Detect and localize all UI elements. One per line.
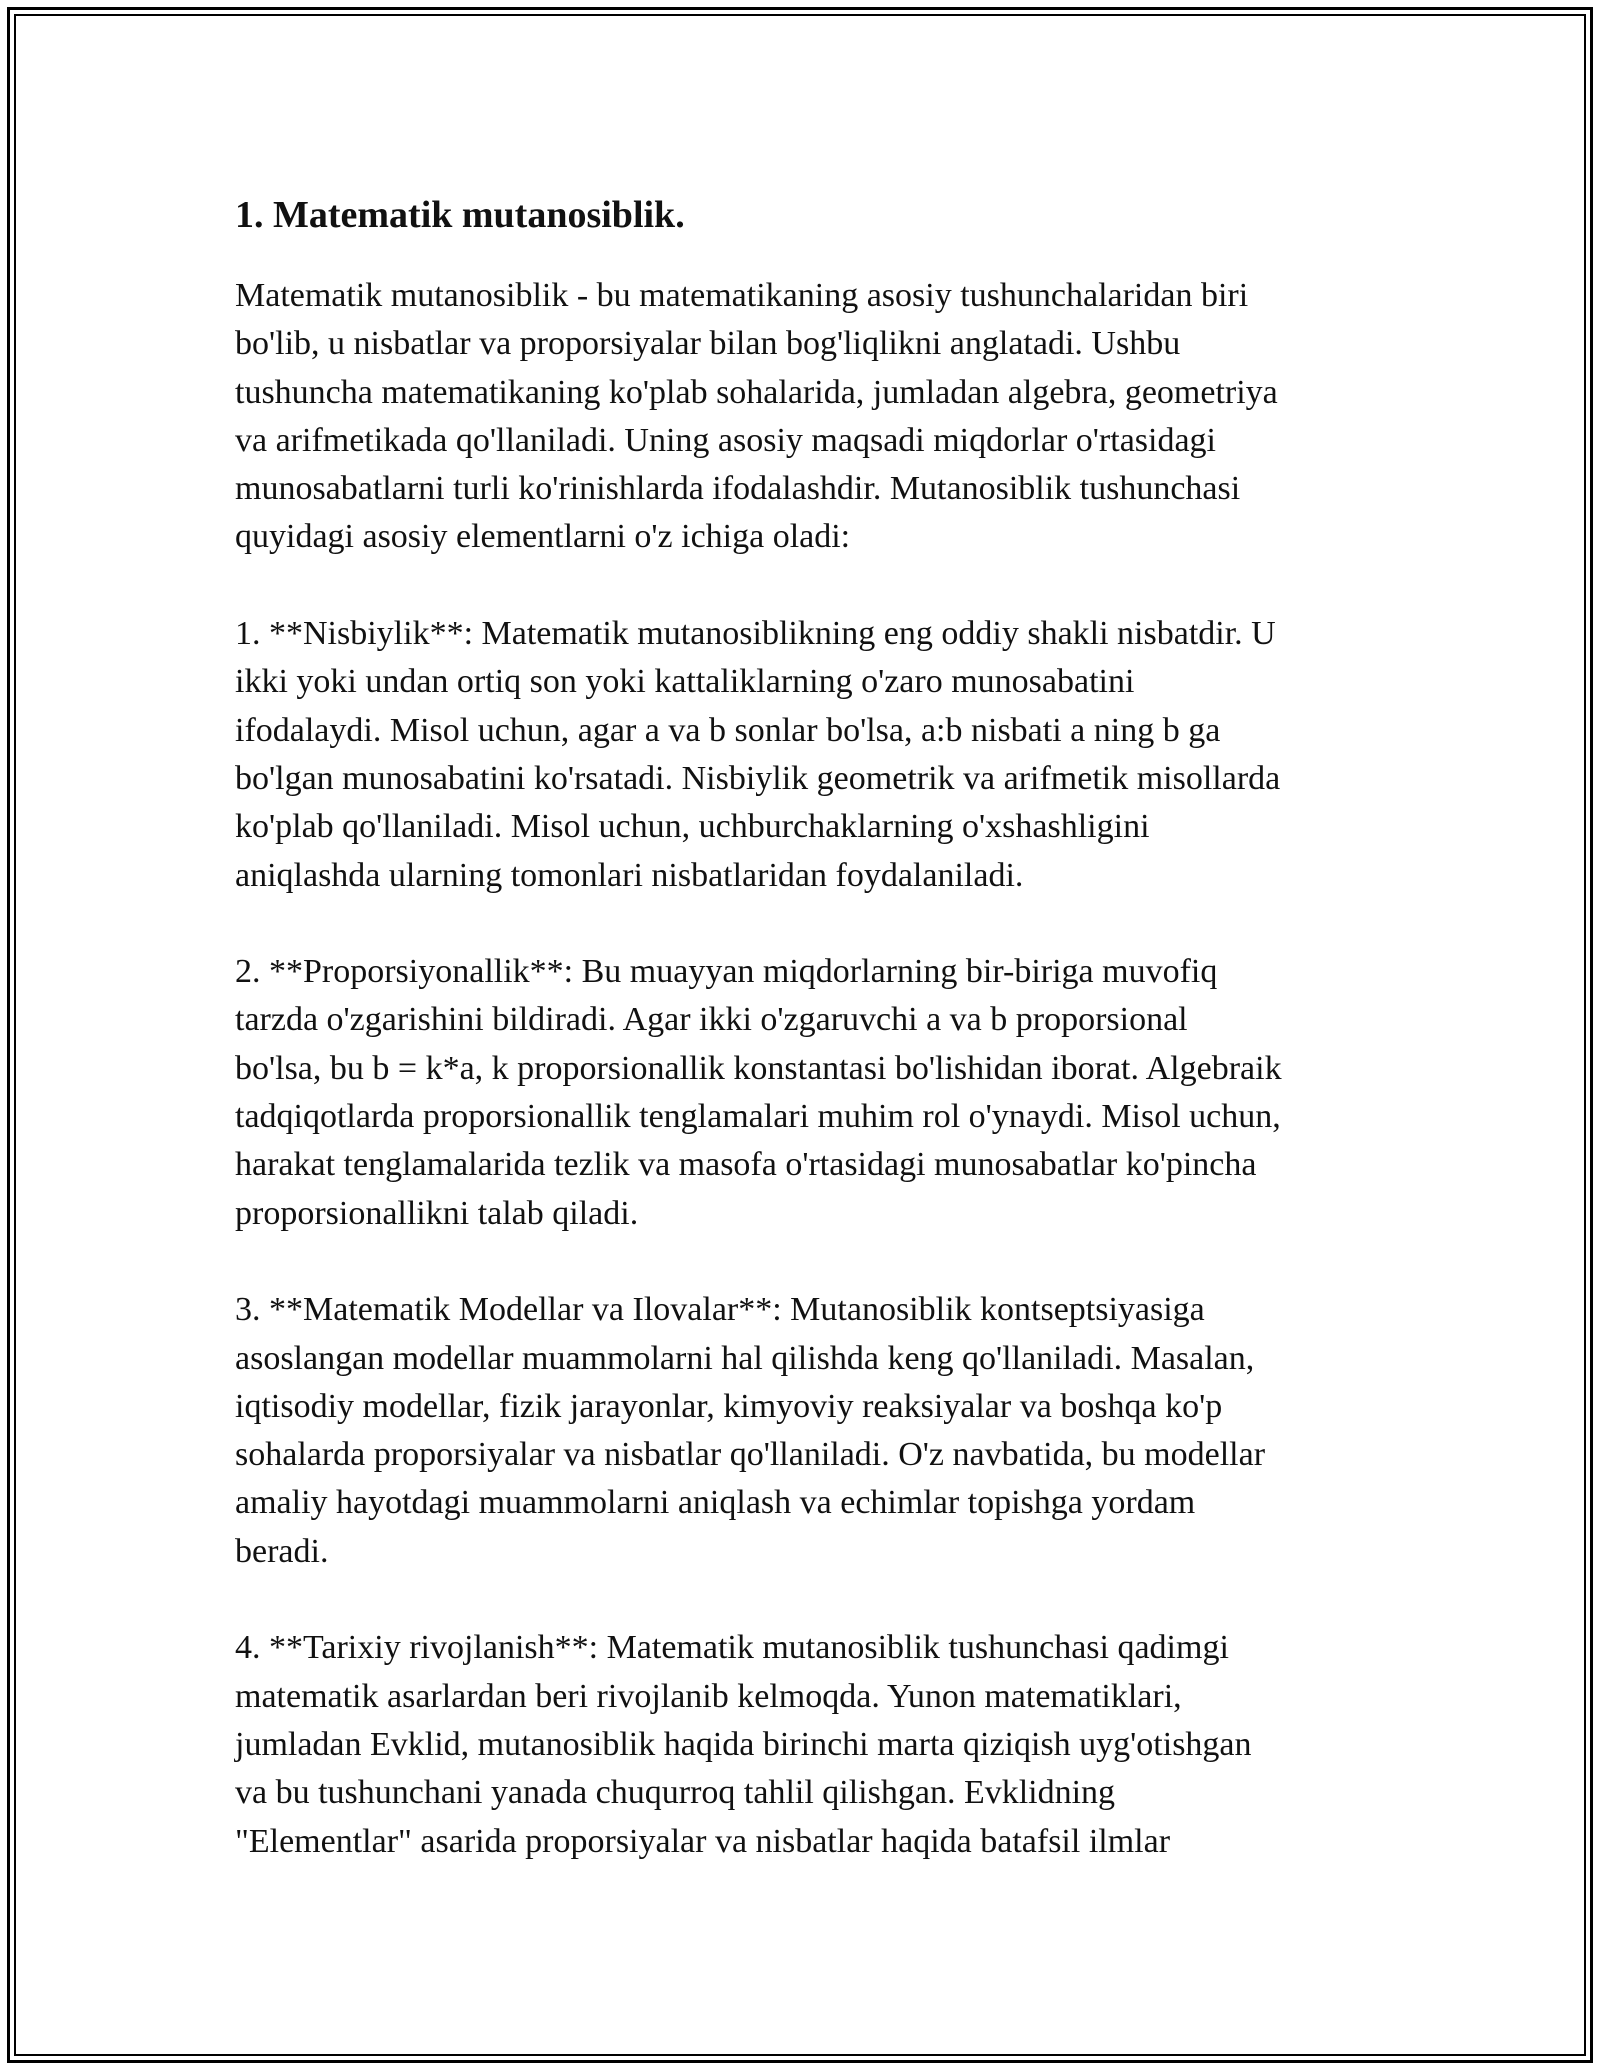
text-line: 2. **Proporsiyonallik**: Bu muayyan miqdorlarning bir-biriga muvofiq [235, 953, 1218, 991]
text-line: asoslangan modellar muammolarni hal qilishda keng qo'llaniladi. Masalan, [235, 1339, 1255, 1377]
text-line: 3. **Matematik Modellar va Ilovalar**: Mutanosiblik kontseptsiyasiga [235, 1291, 1205, 1329]
text-line: quyidagi asosiy elementlarni o'z ichiga oladi: [235, 518, 851, 556]
text-line: tadqiqotlarda proporsionallik tenglamalari muhim rol o'ynaydi. Misol uchun, [235, 1098, 1281, 1136]
text-line: harakat tenglamalarida tezlik va masofa o'rtasidagi munosabatlar ko'pincha [235, 1146, 1257, 1184]
text-line: sohalarda proporsiyalar va nisbatlar qo'llaniladi. O'z navbatida, bu modellar [235, 1436, 1266, 1474]
paragraph [235, 272, 1375, 562]
paragraph [235, 610, 1375, 900]
text-line: va arifmetikada qo'llaniladi. Uning asosiy maqsadi miqdorlar o'rtasidagi [235, 421, 1217, 459]
text-line: 1. **Nisbiylik**: Matematik mutanosiblikning eng oddiy shakli nisbatdir. U [235, 615, 1276, 653]
document-body [235, 186, 1375, 1866]
text-line: iqtisodiy modellar, fizik jarayonlar, kimyoviy reaksiyalar va boshqa ko'p [235, 1387, 1223, 1425]
paragraph [235, 948, 1375, 1238]
text-line: ifodalaydi. Misol uchun, agar a va b sonlar bo'lsa, a:b nisbati a ning b ga [235, 711, 1221, 749]
text-line: matematik asarlardan beri rivojlanib kelmoqda. Yunon matematiklari, [235, 1677, 1182, 1715]
text-line: aniqlashda ularning tomonlari nisbatlaridan foydalaniladi. [235, 856, 1024, 894]
text-line: ko'plab qo'llaniladi. Misol uchun, uchburchaklarning o'xshashligini [235, 808, 1150, 846]
text-line: proporsionallikni talab qiladi. [235, 1194, 639, 1232]
text-line: bo'lsa, bu b = k*a, k proporsionallik konstantasi bo'lishidan iborat. Algebraik [235, 1049, 1282, 1087]
text-line: beradi. [235, 1532, 329, 1570]
text-line: 4. **Tarixiy rivojlanish**: Matematik mutanosiblik tushunchasi qadimgi [235, 1629, 1229, 1667]
paragraph-spacer [235, 900, 1375, 948]
text-line: bo'lib, u nisbatlar va proporsiyalar bilan bog'liqlikni anglatadi. Ushbu [235, 325, 1181, 363]
paragraph-list [235, 272, 1375, 1866]
text-line: tushuncha matematikaning ko'plab sohalarida, jumladan algebra, geometriya [235, 373, 1278, 411]
paragraph [235, 1624, 1375, 1865]
paragraph-spacer [235, 1576, 1375, 1624]
text-line: jumladan Evklid, mutanosiblik haqida birinchi marta qiziqish uyg'otishgan [235, 1725, 1252, 1763]
paragraph [235, 1286, 1375, 1576]
text-line: tarzda o'zgarishini bildiradi. Agar ikki o'zgaruvchi a va b proporsional [235, 1001, 1188, 1039]
text-line: va bu tushunchani yanada chuqurroq tahlil qilishgan. Evklidning [235, 1774, 1116, 1812]
text-line: amaliy hayotdagi muammolarni aniqlash va echimlar topishga yordam [235, 1484, 1196, 1522]
page-title: 1. Matematik mutanosiblik. [235, 194, 685, 236]
text-line: Matematik mutanosiblik - bu matematikaning asosiy tushunchalaridan biri [235, 277, 1249, 314]
text-line: "Elementlar" asarida proporsiyalar va nisbatlar haqida batafsil ilmlar [235, 1822, 1171, 1860]
text-line: bo'lgan munosabatini ko'rsatadi. Nisbiylik geometrik va arifmetik misollarda [235, 759, 1281, 797]
text-line: ikki yoki undan ortiq son yoki kattaliklarning o'zaro munosabatini [235, 663, 1135, 701]
paragraph-spacer [235, 562, 1375, 610]
text-line: munosabatlarni turli ko'rinishlarda ifodalashdir. Mutanosiblik tushunchasi [235, 470, 1241, 508]
paragraph-spacer [235, 1238, 1375, 1286]
